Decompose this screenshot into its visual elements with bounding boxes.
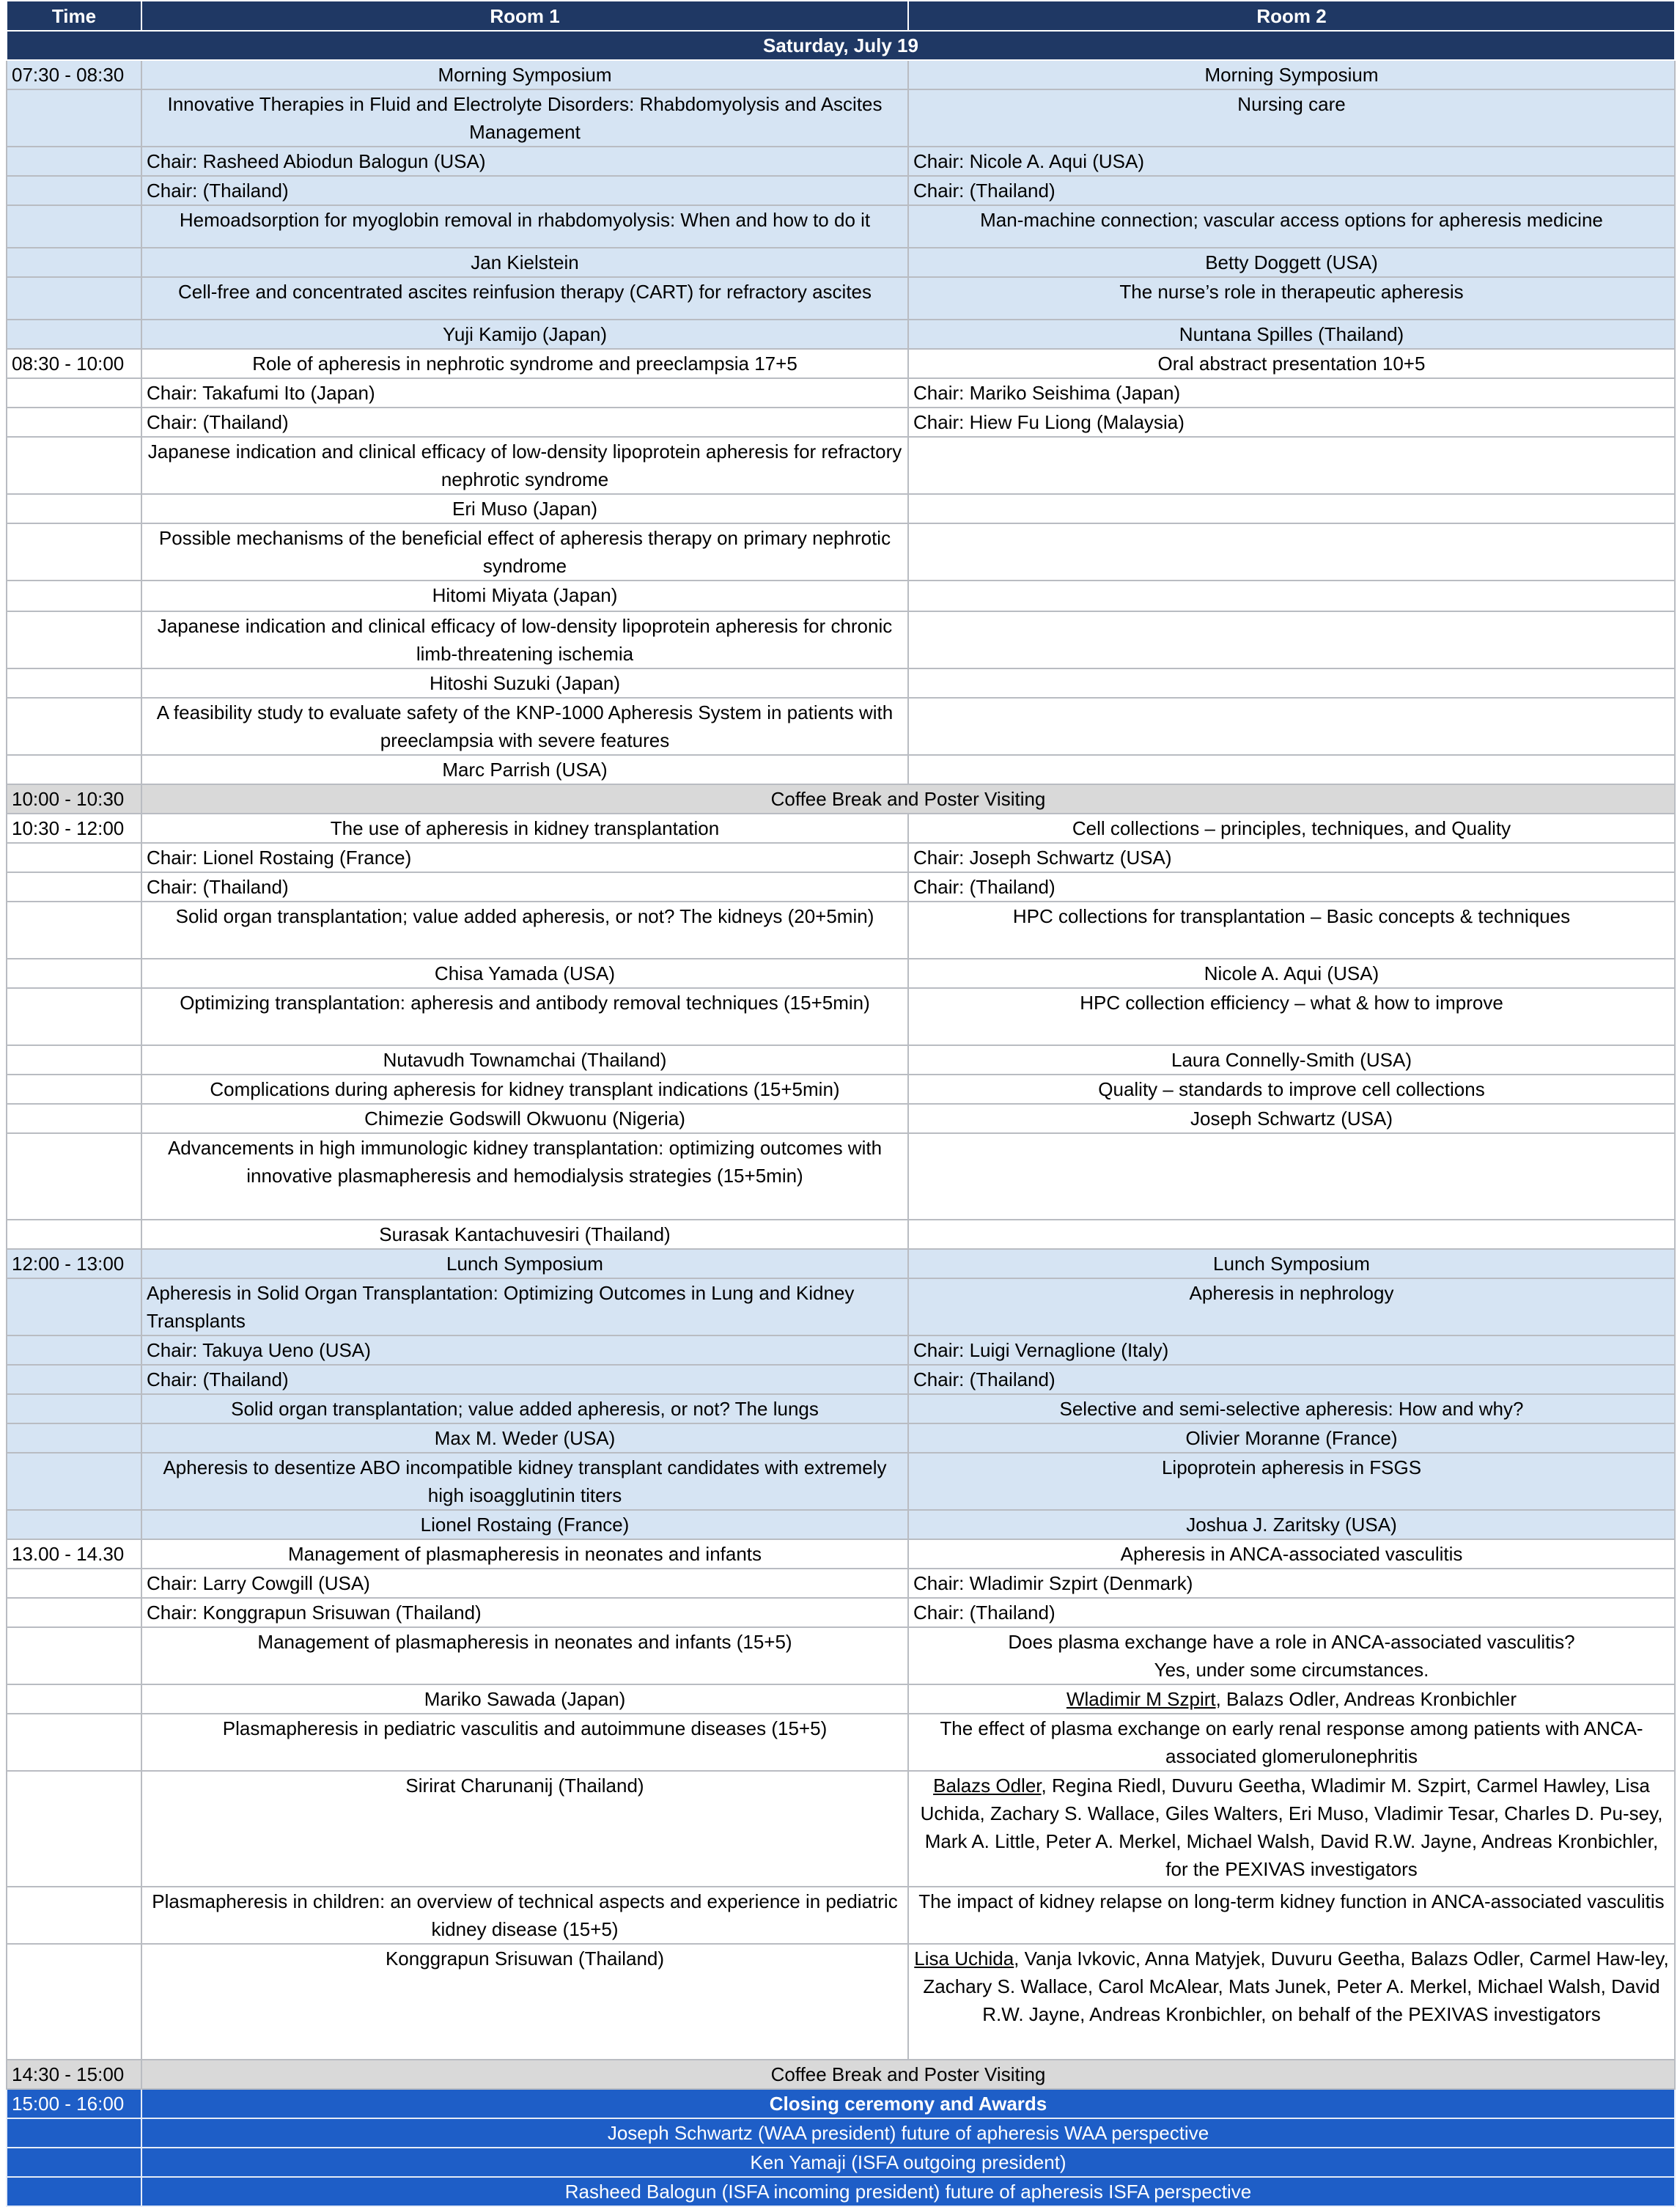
session-title: Lunch Symposium: [141, 1249, 908, 1278]
break-label: Coffee Break and Poster Visiting: [141, 2060, 1675, 2089]
session-title: Cell collections – principles, techniques, and Quality: [908, 814, 1675, 843]
chair: Chair: Joseph Schwartz (USA): [908, 843, 1675, 872]
speaker: Laura Connelly-Smith (USA): [908, 1045, 1675, 1075]
session-time: 10:30 - 12:00: [7, 814, 141, 843]
table-row: [7, 959, 1675, 988]
table-row: [7, 1365, 1675, 1394]
session-title: Morning Symposium: [141, 60, 908, 89]
table-row: [7, 1627, 1675, 1684]
table-row: [7, 1045, 1675, 1075]
speaker: Chisa Yamada (USA): [141, 959, 908, 988]
table-row: [7, 843, 1675, 872]
talk-title: Japanese indication and clinical efficacy of low-density lipoprotein apheresis for refractory nephrotic syndrome: [141, 437, 908, 494]
session-subtitle: Apheresis in nephrology: [908, 1278, 1675, 1335]
closing-title: Closing ceremony and Awards: [141, 2089, 1675, 2118]
chair: Chair: Lionel Rostaing (France): [141, 843, 908, 872]
talk-title: The impact of kidney relapse on long-term kidney function in ANCA-associated vasculitis: [908, 1887, 1675, 1944]
session-title: Apheresis in ANCA-associated vasculitis: [908, 1539, 1675, 1569]
chair: Chair: (Thailand): [908, 176, 1675, 205]
talk-title: Lipoprotein apheresis in FSGS: [908, 1453, 1675, 1510]
speaker: Lionel Rostaing (France): [141, 1510, 908, 1539]
talk-title: [908, 1627, 1675, 1684]
chair: Chair: Takuya Ueno (USA): [141, 1335, 908, 1365]
table-row: [7, 1714, 1675, 1771]
session-time: 13.00 - 14.30: [7, 1539, 141, 1569]
schedule-table: [6, 0, 1676, 2207]
table-row: [7, 378, 1675, 408]
chair: Chair: (Thailand): [908, 1365, 1675, 1394]
table-row: [7, 1249, 1675, 1278]
chair: Chair: (Thailand): [141, 872, 908, 902]
program-schedule: [6, 0, 1674, 2207]
session-time: 07:30 - 08:30: [7, 60, 141, 89]
header-row: [7, 1, 1675, 31]
session-title: Morning Symposium: [908, 60, 1675, 89]
speaker: Mariko Sawada (Japan): [141, 1684, 908, 1714]
speaker: Nuntana Spilles (Thailand): [908, 320, 1675, 349]
speaker: Eri Muso (Japan): [141, 494, 908, 523]
chair: Chair: (Thailand): [141, 176, 908, 205]
speaker: Hitomi Miyata (Japan): [141, 581, 908, 611]
table-row: [7, 349, 1675, 378]
talk-title: Selective and semi-selective apheresis: How and why?: [908, 1394, 1675, 1423]
talk-title: Plasmapheresis in children: an overview of technical aspects and experience in pediatric kidney disease (15+5): [141, 1887, 908, 1944]
header-time: Time: [7, 1, 141, 31]
talk-title: HPC collections for transplantation – Basic concepts & techniques: [908, 902, 1675, 959]
presenting-author: Lisa Uchida: [914, 1948, 1014, 1970]
table-row: [7, 1598, 1675, 1627]
table-row: [7, 89, 1675, 147]
break-label: Coffee Break and Poster Visiting: [141, 784, 1675, 814]
table-row: [7, 1394, 1675, 1423]
table-row: [7, 248, 1675, 277]
speaker-list: [908, 1771, 1675, 1887]
table-row: [7, 1104, 1675, 1133]
chair: Chair: Luigi Vernaglione (Italy): [908, 1335, 1675, 1365]
chair: Chair: Wladimir Szpirt (Denmark): [908, 1569, 1675, 1598]
talk-title: Solid organ transplantation; value added apheresis, or not? The lungs: [141, 1394, 908, 1423]
co-authors: , Regina Riedl, Duvuru Geetha, Wladimir M. Szpirt, Carmel Hawley, Lisa Uchida, Zachary S. Wallace, Giles Walters, Eri Muso, Vladimir Tesar, Charles D. Pu-sey, Mark A. Little, Peter A. Merkel, Michael Walsh, David R.W. Jayne, Andreas Kronbichler, for the PEXIVAS investigators: [920, 1775, 1663, 1880]
session-title: Oral abstract presentation 10+5: [908, 349, 1675, 378]
table-row: [7, 320, 1675, 349]
talk-title: Complications during apheresis for kidney transplant indications (15+5min): [141, 1075, 908, 1104]
table-row: [7, 1335, 1675, 1365]
session-time: 12:00 - 13:00: [7, 1249, 141, 1278]
chair: Chair: (Thailand): [908, 872, 1675, 902]
table-row: [7, 176, 1675, 205]
talk-title: Advancements in high immunologic kidney transplantation: optimizing outcomes with innovative plasmapheresis and hemodialysis strategies (15+5min): [141, 1133, 908, 1220]
table-row: [7, 437, 1675, 494]
chair: Chair: Konggrapun Srisuwan (Thailand): [141, 1598, 908, 1627]
table-row: [7, 1510, 1675, 1539]
table-row: [7, 1423, 1675, 1453]
speaker: Konggrapun Srisuwan (Thailand): [141, 1944, 908, 2060]
chair: Chair: (Thailand): [908, 1598, 1675, 1627]
table-row: [7, 1278, 1675, 1335]
chair: Chair: Larry Cowgill (USA): [141, 1569, 908, 1598]
session-title: Lunch Symposium: [908, 1249, 1675, 1278]
table-row: [7, 1569, 1675, 1598]
table-row: [7, 523, 1675, 581]
session-time: 14:30 - 15:00: [7, 2060, 141, 2089]
closing-row: [7, 2148, 1675, 2177]
speaker: Max M. Weder (USA): [141, 1423, 908, 1453]
chair: Chair: Nicole A. Aqui (USA): [908, 147, 1675, 176]
session-subtitle: Innovative Therapies in Fluid and Electrolyte Disorders: Rhabdomyolysis and Ascites Management: [141, 89, 908, 147]
break-row: [7, 2060, 1675, 2089]
table-row: [7, 205, 1675, 248]
session-subtitle: Nursing care: [908, 89, 1675, 147]
speaker: Chimezie Godswill Okwuonu (Nigeria): [141, 1104, 908, 1133]
co-authors: , Vanja Ivkovic, Anna Matyjek, Duvuru Geetha, Balazs Odler, Carmel Haw-ley, Zachary S. Wallace, Carol McAlear, Mats Junek, Peter A. Merkel, Michael Walsh, David R.W. Jayne, Andreas Kronbichler, on behalf of the PEXIVAS investigators: [923, 1948, 1669, 2025]
table-row: [7, 988, 1675, 1045]
table-row: [7, 581, 1675, 611]
talk-title: Man-machine connection; vascular access options for apheresis medicine: [908, 205, 1675, 248]
talk-title: Apheresis to desentize ABO incompatible kidney transplant candidates with extremely high isoagglutinin titers: [141, 1453, 908, 1510]
table-row: [7, 611, 1675, 668]
chair: Chair: Mariko Seishima (Japan): [908, 378, 1675, 408]
session-time: 10:00 - 10:30: [7, 784, 141, 814]
table-row: [7, 1539, 1675, 1569]
chair: Chair: Takafumi Ito (Japan): [141, 378, 908, 408]
talk-title: Quality – standards to improve cell collections: [908, 1075, 1675, 1104]
talk-title-line: Yes, under some circumstances.: [1154, 1659, 1429, 1681]
talk-title: HPC collection efficiency – what & how to improve: [908, 988, 1675, 1045]
speaker-list: [908, 1684, 1675, 1714]
table-row: [7, 668, 1675, 698]
header-room2: Room 2: [908, 1, 1675, 31]
talk-title: Management of plasmapheresis in neonates and infants (15+5): [141, 1627, 908, 1684]
table-row: [7, 872, 1675, 902]
speaker: Nicole A. Aqui (USA): [908, 959, 1675, 988]
speaker: Jan Kielstein: [141, 248, 908, 277]
presenting-author: Wladimir M Szpirt: [1066, 1688, 1216, 1710]
co-authors: , Balazs Odler, Andreas Kronbichler: [1215, 1688, 1517, 1710]
speaker-list: [908, 1944, 1675, 2060]
table-row: [7, 494, 1675, 523]
session-title: Role of apheresis in nephrotic syndrome and preeclampsia 17+5: [141, 349, 908, 378]
talk-title: The nurse’s role in therapeutic apheresis: [908, 277, 1675, 320]
speaker: Olivier Moranne (France): [908, 1423, 1675, 1453]
day-row: [7, 31, 1675, 60]
table-row: [7, 277, 1675, 320]
header-room1: Room 1: [141, 1, 908, 31]
talk-title: The effect of plasma exchange on early renal response among patients with ANCA-associated glomerulonephritis: [908, 1714, 1675, 1771]
talk-title: Hemoadsorption for myoglobin removal in rhabdomyolysis: When and how to do it: [141, 205, 908, 248]
speaker: Joseph Schwartz (USA): [908, 1104, 1675, 1133]
talk-title: Cell-free and concentrated ascites reinfusion therapy (CART) for refractory ascites: [141, 277, 908, 320]
closing-line: Joseph Schwartz (WAA president) future of apheresis WAA perspective: [141, 2118, 1675, 2148]
table-row: [7, 60, 1675, 89]
speaker: Nutavudh Townamchai (Thailand): [141, 1045, 908, 1075]
talk-title: Plasmapheresis in pediatric vasculitis and autoimmune diseases (15+5): [141, 1714, 908, 1771]
talk-title: Optimizing transplantation: apheresis and antibody removal techniques (15+5min): [141, 988, 908, 1045]
table-row: [7, 1771, 1675, 1887]
table-row: [7, 147, 1675, 176]
table-row: [7, 1220, 1675, 1249]
chair: Chair: Hiew Fu Liong (Malaysia): [908, 408, 1675, 437]
closing-line: Ken Yamaji (ISFA outgoing president): [141, 2148, 1675, 2177]
table-row: [7, 755, 1675, 784]
chair: Chair: (Thailand): [141, 408, 908, 437]
speaker: Sirirat Charunanij (Thailand): [141, 1771, 908, 1887]
closing-row: [7, 2177, 1675, 2206]
speaker: Betty Doggett (USA): [908, 248, 1675, 277]
table-row: [7, 408, 1675, 437]
chair: Chair: Rasheed Abiodun Balogun (USA): [141, 147, 908, 176]
table-row: [7, 1453, 1675, 1510]
closing-row: [7, 2089, 1675, 2118]
talk-title: A feasibility study to evaluate safety of the KNP-1000 Apheresis System in patients with preeclampsia with severe features: [141, 698, 908, 755]
session-time: 15:00 - 16:00: [7, 2089, 141, 2118]
talk-title-line: Does plasma exchange have a role in ANCA-associated vasculitis?: [1008, 1631, 1575, 1653]
table-row: [7, 1944, 1675, 2060]
session-title: The use of apheresis in kidney transplantation: [141, 814, 908, 843]
table-row: [7, 1887, 1675, 1944]
break-row: [7, 784, 1675, 814]
session-time: 08:30 - 10:00: [7, 349, 141, 378]
table-row: [7, 1684, 1675, 1714]
speaker: Surasak Kantachuvesiri (Thailand): [141, 1220, 908, 1249]
presenting-author: Balazs Odler: [933, 1775, 1042, 1797]
talk-title: Solid organ transplantation; value added apheresis, or not? The kidneys (20+5min): [141, 902, 908, 959]
speaker: Yuji Kamijo (Japan): [141, 320, 908, 349]
speaker: Hitoshi Suzuki (Japan): [141, 668, 908, 698]
talk-title: Possible mechanisms of the beneficial effect of apheresis therapy on primary nephrotic syndrome: [141, 523, 908, 581]
session-title: Management of plasmapheresis in neonates and infants: [141, 1539, 908, 1569]
table-row: [7, 902, 1675, 959]
session-subtitle: Apheresis in Solid Organ Transplantation: Optimizing Outcomes in Lung and Kidney Transplants: [141, 1278, 908, 1335]
speaker: Marc Parrish (USA): [141, 755, 908, 784]
table-row: [7, 814, 1675, 843]
talk-title: Japanese indication and clinical efficacy of low-density lipoprotein apheresis for chronic limb-threatening ischemia: [141, 611, 908, 668]
table-row: [7, 698, 1675, 755]
chair: Chair: (Thailand): [141, 1365, 908, 1394]
speaker: Joshua J. Zaritsky (USA): [908, 1510, 1675, 1539]
closing-row: [7, 2118, 1675, 2148]
day-label: Saturday, July 19: [7, 31, 1675, 60]
table-row: [7, 1075, 1675, 1104]
closing-line: Rasheed Balogun (ISFA incoming president) future of apheresis ISFA perspective: [141, 2177, 1675, 2206]
table-row: [7, 1133, 1675, 1220]
